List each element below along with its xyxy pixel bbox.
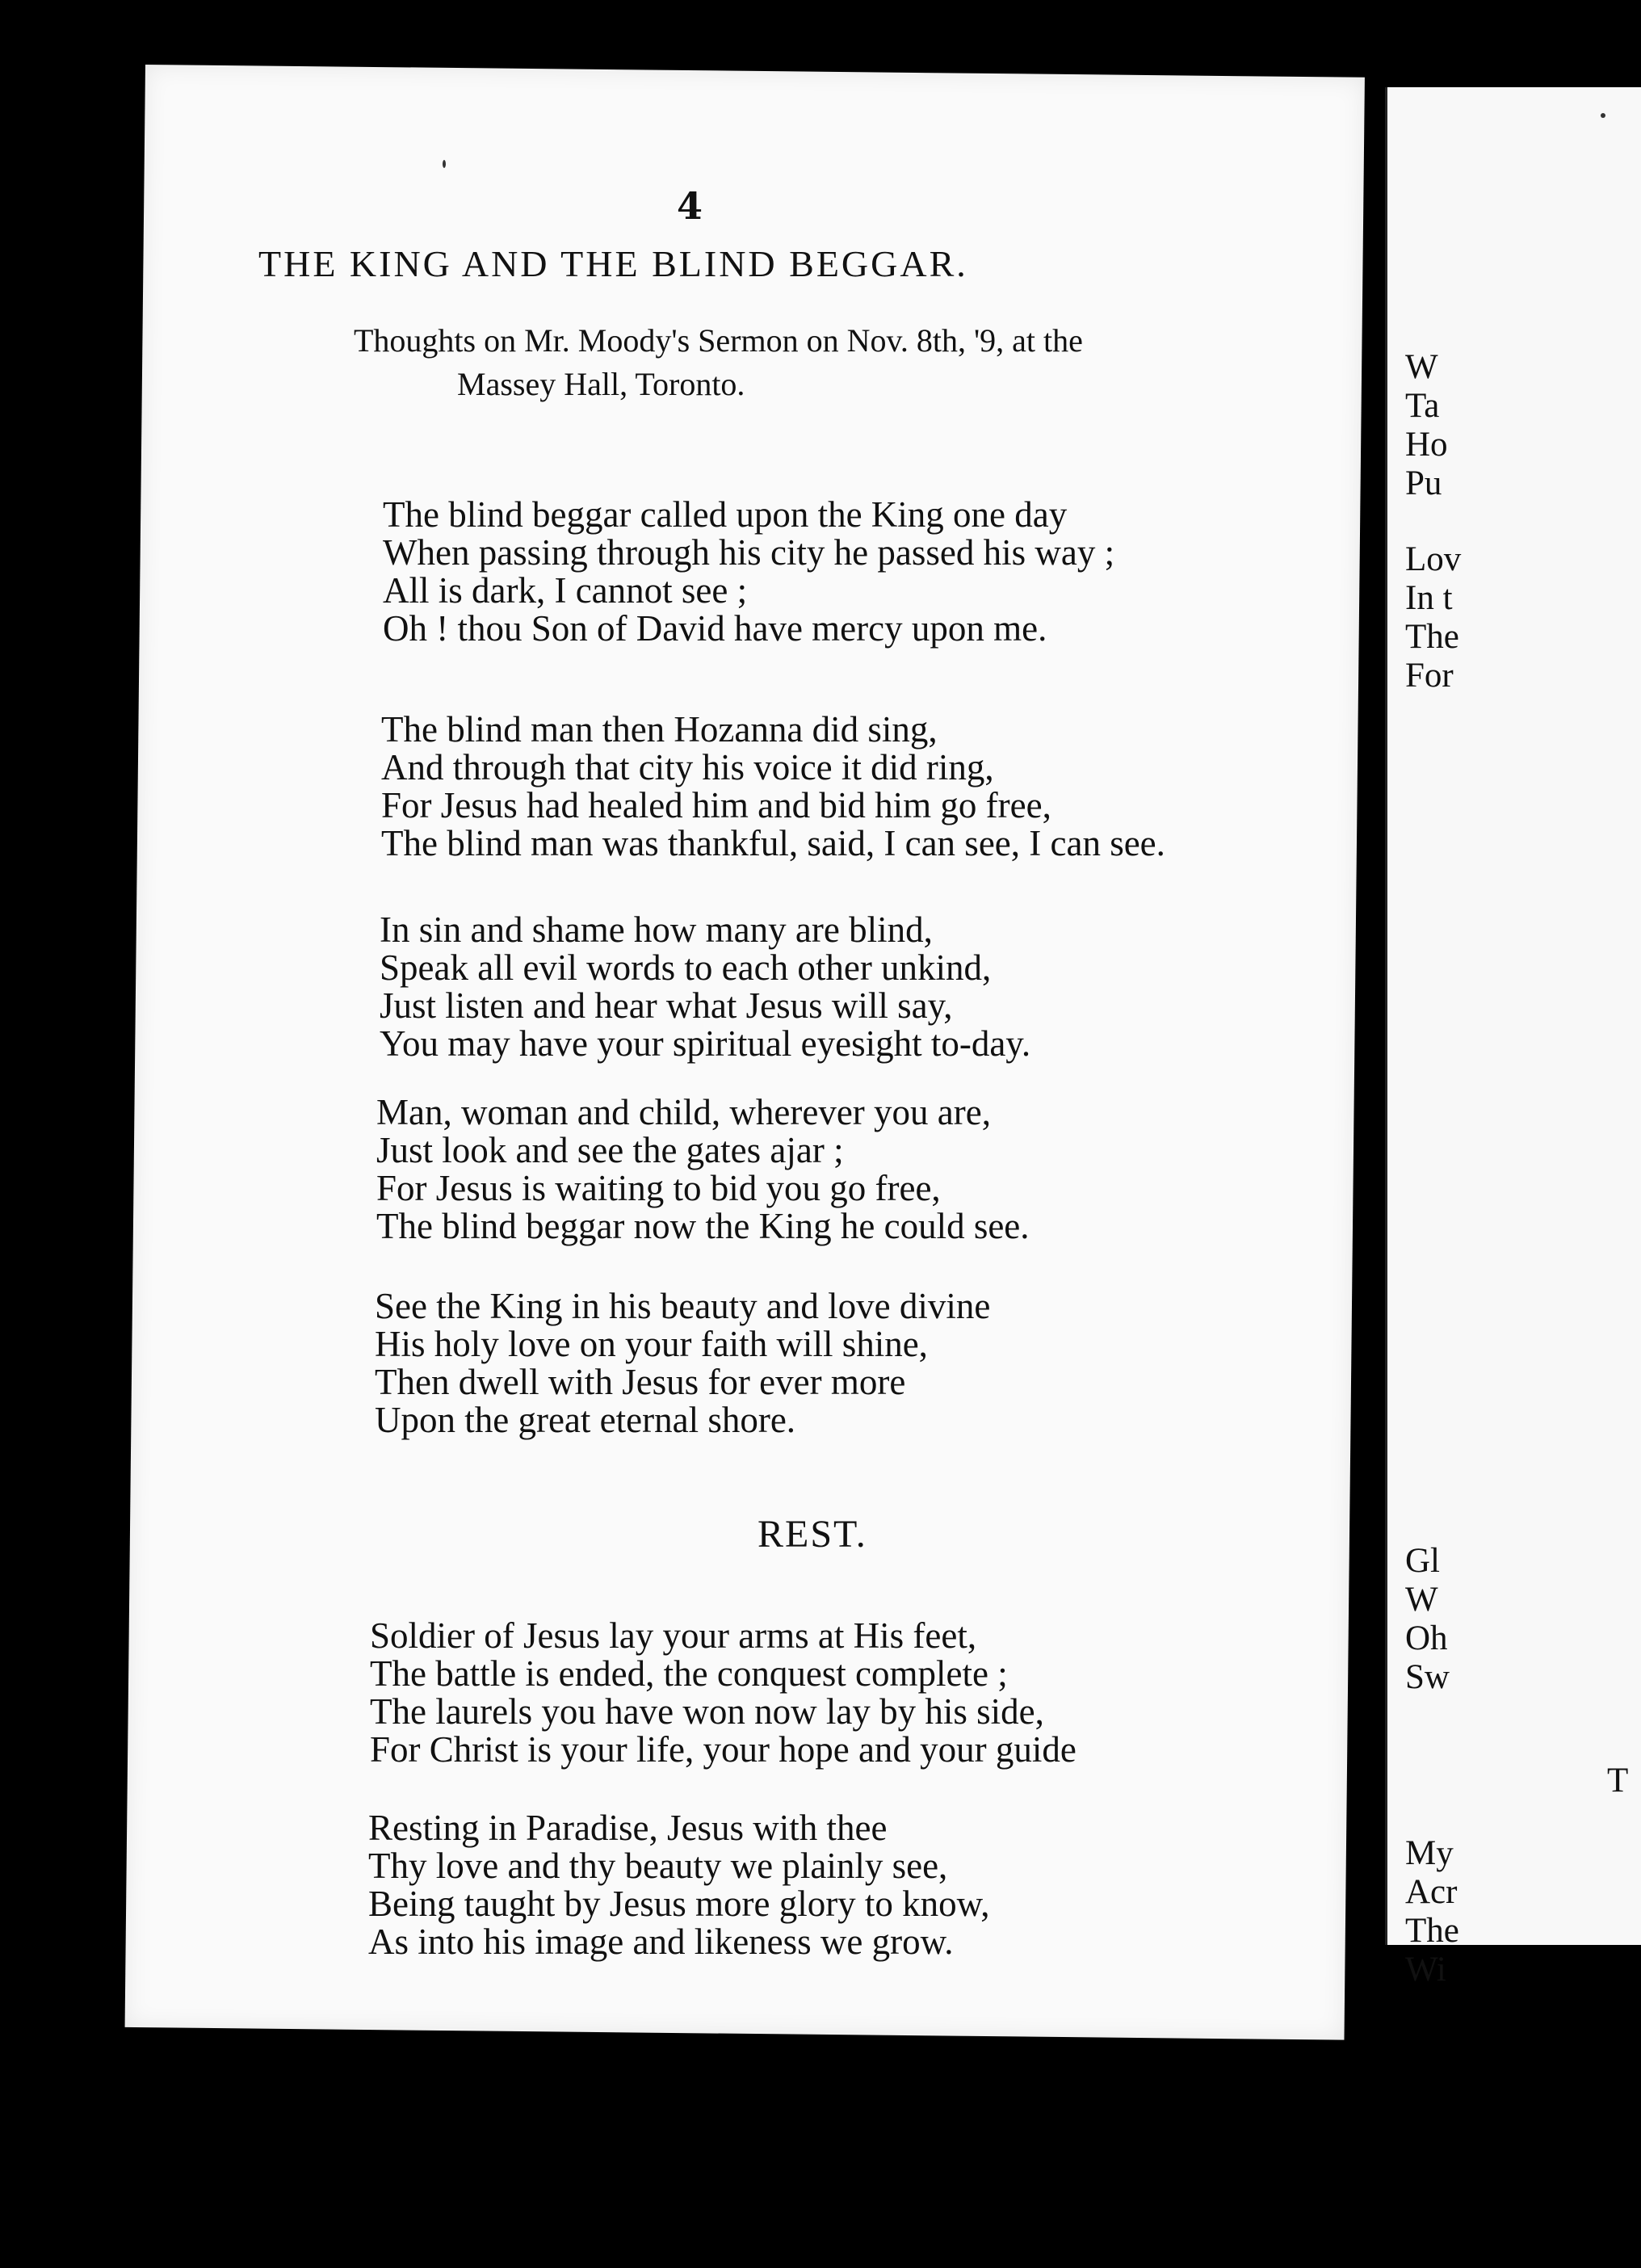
poem-line: The blind beggar called upon the King one day [383,494,1068,535]
poem-title: THE KING AND THE BLIND BEGGAR. [258,243,968,284]
stanza [376,1094,1345,1245]
stanza [368,1809,1337,1961]
page-number: 4 [677,184,703,228]
poem-line: Then dwell with Jesus for ever more [375,1362,906,1402]
poem-line: The blind man was thankful, said, I can see, I can see. [381,823,1165,863]
poem-line: Speak all evil words to each other unkind, [380,947,992,988]
facing-page-fragment: My [1405,1834,1454,1872]
poem-line: The blind man then Hozanna did sing, [381,709,938,750]
poem-line: Thy love and thy beauty we plainly see, [368,1846,948,1886]
ink-speck [1601,113,1605,118]
stanza [370,1617,1339,1769]
poem-line: Being taught by Jesus more glory to know, [368,1884,990,1924]
facing-page-fragment: Acr [1405,1873,1458,1911]
poem-line: You may have your spiritual eyesight to-day. [380,1023,1031,1064]
poem-line: And through that city his voice it did ring, [381,747,994,788]
poem-line: See the King in his beauty and love divine [375,1286,991,1326]
stanza [380,911,1349,1063]
poem-line: For Jesus is waiting to bid you go free, [376,1168,941,1208]
facing-page-fragment: Oh [1405,1619,1448,1657]
facing-page-fragment: The [1405,1912,1459,1950]
ink-speck [443,160,446,168]
poem-line: In sin and shame how many are blind, [380,909,933,950]
facing-page-fragment: For [1405,657,1454,695]
facing-page-fragment: Lov [1405,540,1462,578]
facing-page-fragment: Wi [1405,1951,1446,1989]
poem-line: Just look and see the gates ajar ; [376,1130,844,1170]
poem-line: Upon the great eternal shore. [375,1400,796,1440]
stanza [375,1287,1344,1439]
stanza [383,496,1352,648]
facing-page-fragment: Pu [1405,464,1442,502]
facing-page-fragment: Gl [1405,1542,1440,1580]
facing-page-fragment: T [1607,1762,1629,1800]
poem-line: Man, woman and child, wherever you are, [376,1092,991,1132]
facing-page-fragment: The [1405,618,1459,656]
poem-line: All is dark, I cannot see ; [383,570,748,611]
subtitle-line-1: Thoughts on Mr. Moody's Sermon on Nov. 8th, '9, at the [354,322,1083,359]
poem-line: Just listen and hear what Jesus will say, [380,985,953,1026]
stanza [381,711,1350,863]
poem-line: When passing through his city he passed his way ; [383,532,1115,573]
poem-line: As into his image and likeness we grow. [368,1922,954,1962]
rest-title: REST. [758,1513,867,1556]
poem-line: For Jesus had healed him and bid him go free, [381,785,1051,825]
poem-line: Soldier of Jesus lay your arms at His feet, [370,1615,977,1656]
poem-line: For Christ is your life, your hope and your guide [370,1729,1077,1770]
poem-line: The laurels you have won now lay by his side, [370,1691,1044,1732]
facing-page-fragment: W [1405,1581,1438,1619]
poem-line: Resting in Paradise, Jesus with thee [368,1808,888,1848]
facing-page-fragment: W [1405,348,1438,386]
poem-line: The blind beggar now the King he could see. [376,1206,1030,1246]
poem-line: The battle is ended, the conquest complete ; [370,1653,1008,1694]
poem-line: Oh ! thou Son of David have mercy upon me. [383,608,1047,649]
poem-line: His holy love on your faith will shine, [375,1324,928,1364]
facing-page-fragment: Ta [1405,387,1440,425]
subtitle-line-2: Massey Hall, Toronto. [457,366,745,402]
facing-page-fragment: Ho [1405,426,1448,464]
facing-page-fragment: Sw [1405,1658,1450,1696]
facing-page-fragment: In t [1405,579,1453,617]
